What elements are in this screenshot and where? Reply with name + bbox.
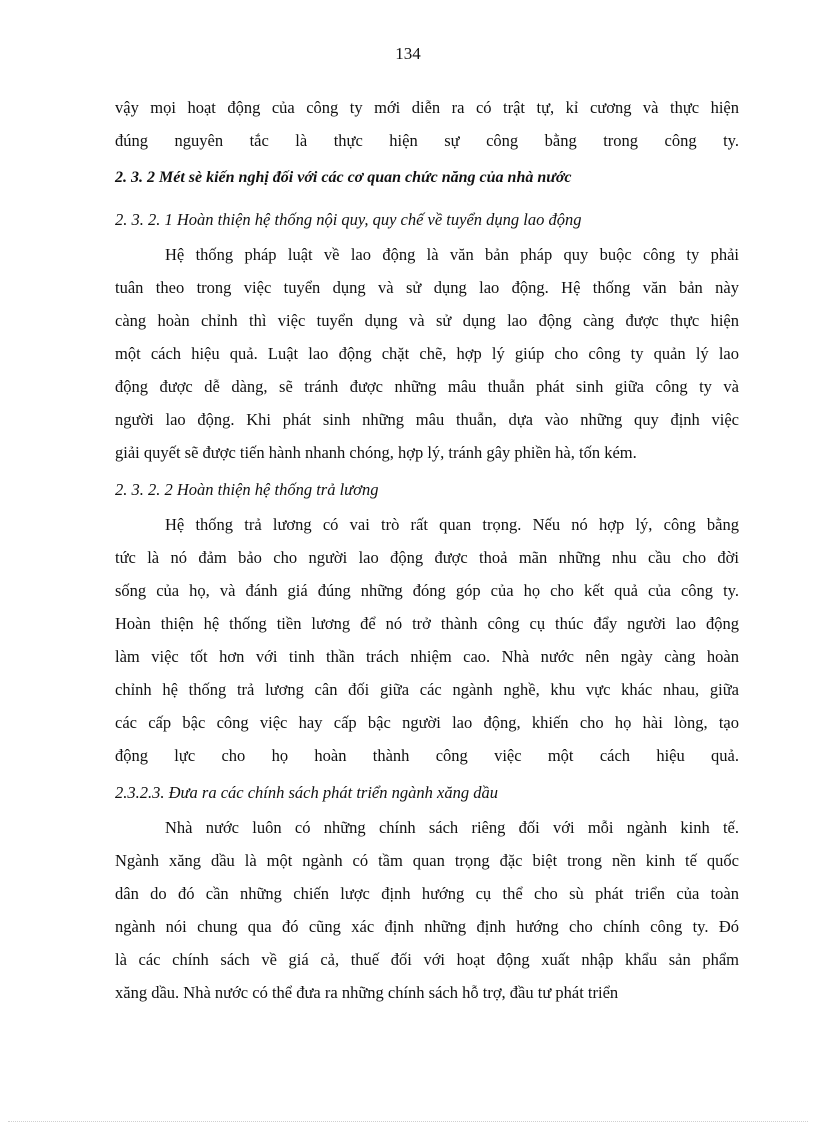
text-line: đúng nguyên tắc là thực hiện sự công bằng trong công ty. (115, 131, 739, 150)
text-line: xăng dầu. Nhà nước có thể đưa ra những chính sách hỗ trợ, đầu tư phát triển (115, 983, 619, 1002)
text-line: Hệ thống trả lương có vai trò rất quan trọng. Nếu nó hợp lý, công bằng (165, 515, 739, 534)
text-line: chỉnh hệ thống trả lương cân đối giữa các ngành nghề, khu vực khác nhau, giữa (115, 680, 739, 699)
text-line: Hệ thống pháp luật về lao động là văn bản pháp quy buộc công ty phải (165, 245, 739, 264)
text-line: một cách hiệu quả. Luật lao động chặt chẽ, hợp lý giúp cho công ty quản lý lao (115, 344, 739, 363)
text-line: Ngành xăng dầu là một ngành có tầm quan trọng đặc biệt trong nền kinh tế quốc (115, 851, 739, 870)
text-line: là các chính sách về giá cả, thuế đối với hoạt động xuất nhập khẩu sản phẩm (115, 950, 739, 969)
page-bottom-rule (8, 1121, 808, 1122)
text-line: các cấp bậc công việc hay cấp bậc người lao động, khiến cho họ hài lòng, tạo (115, 713, 739, 732)
text-line: dân do đó cần những chiến lược định hướng cụ thể cho sù phát triển của toàn (115, 884, 739, 903)
text-line: Hoàn thiện hệ thống tiền lương để nó trở thành công cụ thúc đẩy người lao động (115, 614, 739, 633)
page-number: 134 (395, 44, 421, 63)
subsection-heading: 2. 3. 2. 1 Hoàn thiện hệ thống nội quy, quy chế về tuyển dụng lao động (115, 210, 582, 229)
paragraph (115, 508, 739, 772)
text-line: Nhà nước luôn có những chính sách riêng đối với mỗi ngành kinh tế. (165, 818, 739, 837)
paragraph (115, 811, 739, 1009)
text-line: vậy mọi hoạt động của công ty mới diễn ra có trật tự, kỉ cương và thực hiện (115, 98, 739, 117)
section-heading: 2. 3. 2 Mét sè kiến nghị đối với các cơ quan chức năng của nhà nước (115, 169, 572, 186)
document-body (115, 91, 739, 1013)
text-line: động lực cho họ hoàn thành công việc một cách hiệu quả. (115, 746, 739, 765)
subsection-recruitment-rules (115, 203, 739, 469)
text-line: càng hoàn chỉnh thì việc tuyển dụng và sử dụng lao động càng được thực hiện (115, 311, 739, 330)
text-line: người lao động. Khi phát sinh những mâu thuẫn, dựa vào những quy định việc (115, 410, 739, 429)
text-line: tức là nó đảm bảo cho người lao động được thoả mãn những nhu cầu cho đời (115, 548, 739, 567)
text-line: tuân theo trong việc tuyển dụng và sử dụng lao động. Hệ thống văn bản này (115, 278, 739, 297)
subsection-petroleum-policy (115, 776, 739, 1009)
text-line: động được dễ dàng, sẽ tránh được những mâu thuẫn phát sinh giữa công ty và (115, 377, 739, 396)
paragraph (115, 238, 739, 469)
text-line: giải quyết sẽ được tiến hành nhanh chóng, hợp lý, tránh gây phiền hà, tốn kém. (115, 443, 637, 462)
text-line: làm việc tốt hơn với tinh thần trách nhiệm cao. Nhà nước nên ngày càng hoàn (115, 647, 739, 666)
subsection-heading: 2. 3. 2. 2 Hoàn thiện hệ thống trả lương (115, 480, 379, 499)
text-line: ngành nói chung qua đó cũng xác định những định hướng cho chính công ty. Đó (115, 917, 739, 936)
subsection-salary-system (115, 473, 739, 772)
text-line: sống của họ, và đánh giá đúng những đóng góp của họ cho kết quả của công ty. (115, 581, 739, 600)
subsection-heading: 2.3.2.3. Đưa ra các chính sách phát triển ngành xăng dầu (115, 783, 498, 802)
intro-paragraph (115, 91, 739, 157)
